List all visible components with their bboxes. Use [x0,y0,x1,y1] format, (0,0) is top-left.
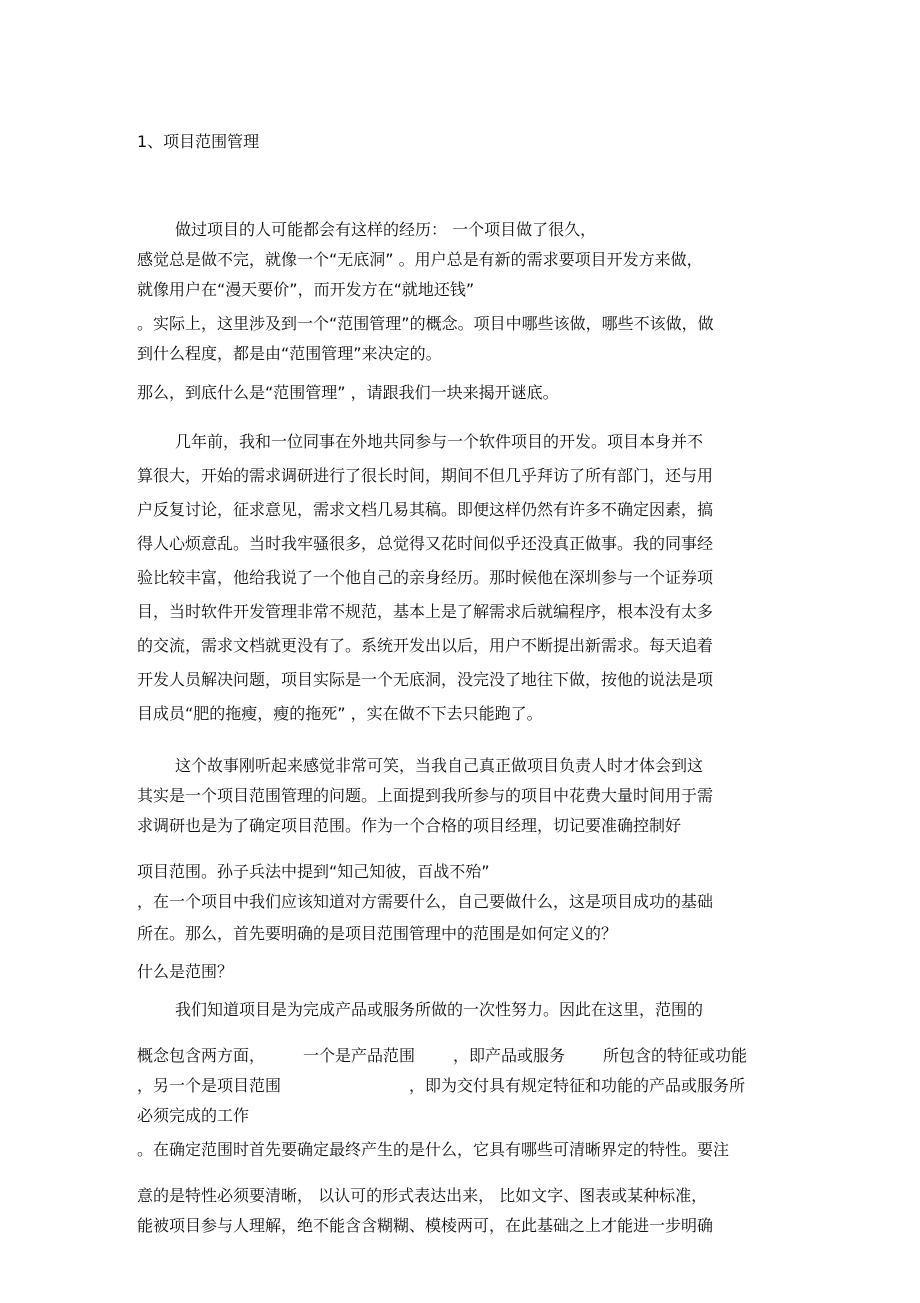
paragraph-4-line-1: 这个故事刚听起来感觉非常可笑，当我自己真正做项目负责人时才体会到这 [175,756,704,775]
paragraph-2-line-1: 那么，到底什么是“范围管理” ，请跟我们一块来揭开谜底。 [137,383,559,402]
paragraph-1-line-3: 就像用户在“漫天要价”，而开发方在“就地还钱” [137,280,475,299]
paragraph-7-line-3: 必须完成的工作 [137,1106,250,1125]
paragraph-8-line-1: 。在确定范围时首先要确定最终产生的是什么，它具有哪些可清晰界定的特性。要注 [137,1140,730,1159]
segment-a-1: 概念包含两方面， [137,1046,266,1065]
paragraph-1-line-5: 到什么程度，都是由“范围管理”来决定的。 [137,344,442,363]
paragraph-4-line-2: 其实是一个项目范围管理的问题。上面提到我所参与的项目中花费大量时间用于需 [137,786,714,805]
segment-b-2: ，即为交付具有规定特征和功能的产品或服务所 [409,1076,746,1095]
paragraph-3-line-7: 的交流，需求文档就更没有了。系统开发出以后，用户不断提出新需求。每天追着 [137,636,714,655]
paragraph-3-line-2: 算很大，开始的需求调研进行了很长时间，期间不但几乎拜访了所有部门，还与用 [137,466,714,485]
paragraph-3-line-4: 得人心烦意乱。当时我牢骚很多，总觉得又花时间似乎还没真正做事。我的同事经 [137,534,714,553]
paragraph-7-line-1 [137,1046,747,1066]
paragraph-5-line-2: ，在一个项目中我们应该知道对方需要什么，自己要做什么，这是项目成功的基础 [137,892,714,911]
paragraph-5-line-3: 所在。那么，首先要明确的是项目范围管理中的范围是如何定义的？ [137,924,618,943]
paragraph-1-line-1: 做过项目的人可能都会有这样的经历： 一个项目做了很久， [175,220,597,239]
segment-a-2: 一个是产品范围 [303,1046,416,1065]
paragraph-1-line-4: 。实际上，这里涉及到一个“范围管理”的概念。项目中哪些该做，哪些不该做，做 [137,314,714,333]
paragraph-1-line-2: 感觉总是做不完，就像一个“无底洞” 。用户总是有新的需求要项目开发方来做， [137,250,703,269]
paragraph-4-line-3: 求调研也是为了确定项目范围。作为一个合格的项目经理，切记要准确控制好 [137,816,682,835]
paragraph-3-line-9: 目成员“肥的拖瘦，瘦的拖死” ，实在做不下去只能跑了。 [137,704,543,723]
segment-a-4: 所包含的特征或功能 [603,1046,748,1065]
paragraph-7-line-2 [137,1076,745,1096]
subheading-what-is-scope: 什么是范围？ [137,962,234,981]
paragraph-9-line-2: 能被项目参与人理解，绝不能含含糊糊、模棱两可，在此基础之上才能进一步明确 [137,1216,714,1235]
paragraph-3-line-6: 目，当时软件开发管理非常不规范，基本上是了解需求后就编程序，根本没有太多 [137,602,714,621]
paragraph-6-line-1: 我们知道项目是为完成产品或服务所做的一次性努力。因此在这里，范围的 [175,1000,704,1019]
paragraph-9-line-1: 意的是特性必须要清晰， 以认可的形式表达出来， 比如文字、图表或某种标准， [137,1186,708,1205]
paragraph-3-line-5: 验比较丰富，他给我说了一个他自己的亲身经历。那时候他在深圳参与一个证券项 [137,568,714,587]
segment-b-1: ，另一个是项目范围 [137,1076,282,1095]
paragraph-3-line-1: 几年前，我和一位同事在外地共同参与一个软件项目的开发。项目本身并不 [175,432,704,451]
paragraph-3-line-3: 户反复讨论，征求意见，需求文档几易其稿。即便这样仍然有许多不确定因素，搞 [137,500,714,519]
section-heading: 1、项目范围管理 [137,132,260,151]
paragraph-5-line-1: 项目范围。孙子兵法中提到“知己知彼，百战不殆” [137,862,490,881]
paragraph-3-line-8: 开发人员解决问题，项目实际是一个无底洞，没完没了地往下做，按他的说法是项 [137,670,714,689]
segment-a-3: ，即产品或服务 [453,1046,566,1065]
